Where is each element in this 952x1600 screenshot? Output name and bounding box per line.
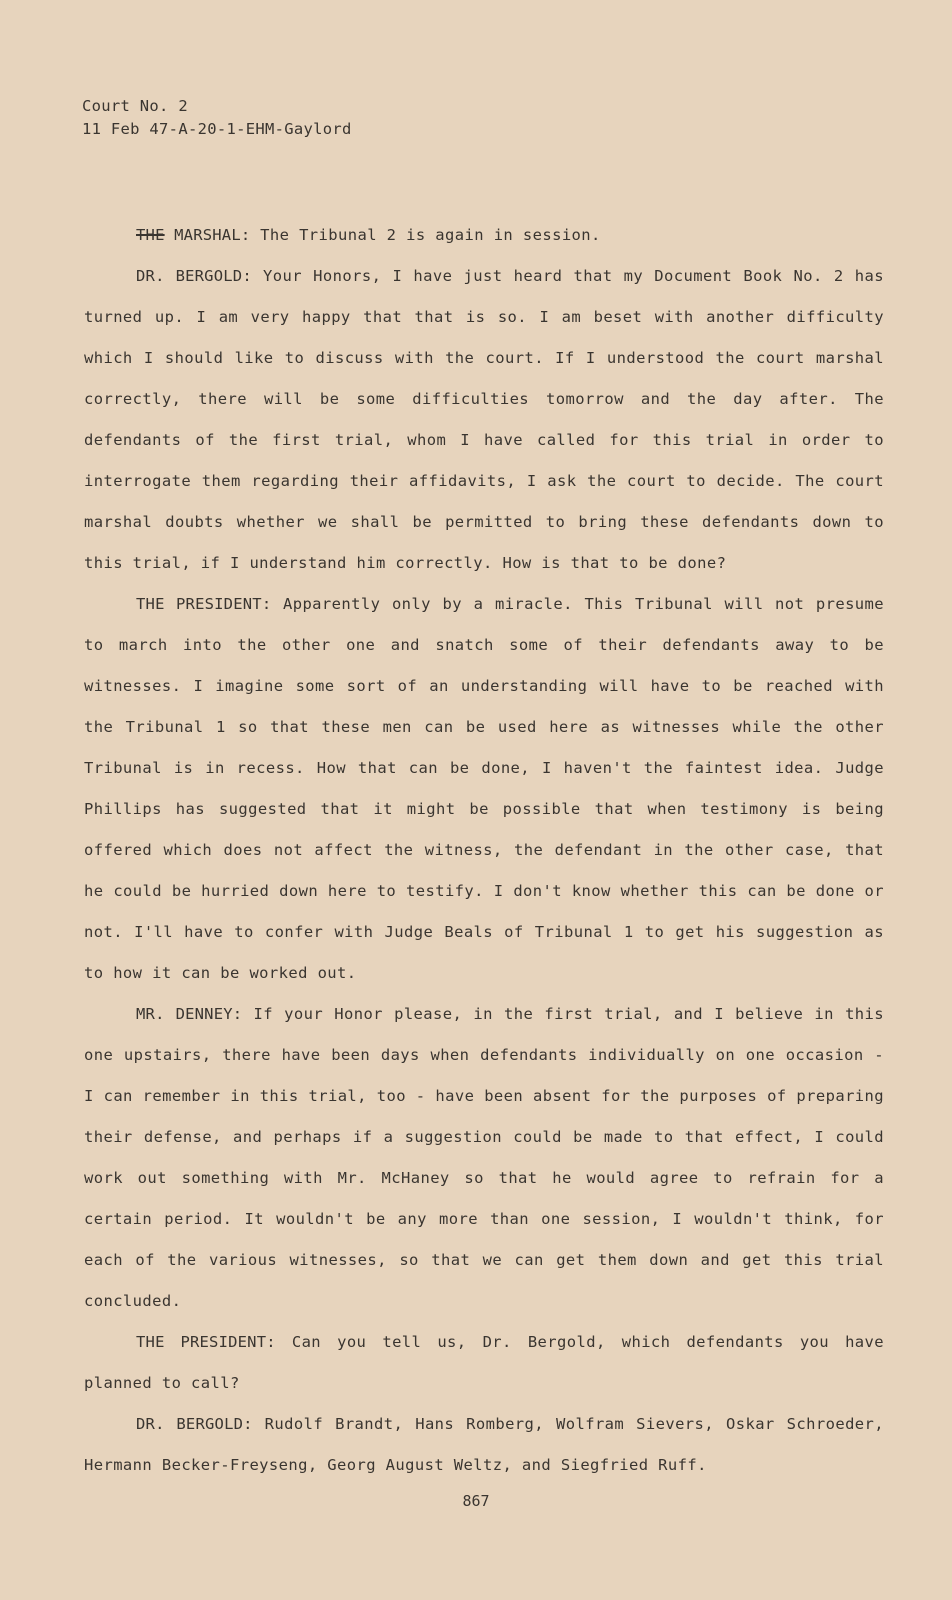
paragraph-text: The Tribunal 2 is again in session. [250, 226, 601, 244]
transcript-body [84, 215, 884, 1486]
paragraph-text: Your Honors, I have just heard that my Document Book No. 2 has turned up. I am very happy that that is so. I am beset with another difficulty which I should like to discuss with the court. If I understood the court marshal correctly, there will be some difficulties tomorrow and the day after. The defendants of the first trial, whom I have called for this trial in order to interrogate them regarding their affidavits, I ask the court to decide. The court marshal doubts whether we shall be permitted to bring these defendants down to this trial, if I understand him correctly. How is that to be done? [84, 267, 884, 572]
paragraph-denney [84, 994, 884, 1322]
court-number: Court No. 2 [82, 97, 188, 115]
paragraph-text: Rudolf Brandt, Hans Romberg, Wolfram Sievers, Oskar Schroeder, Hermann Becker-Freyseng, Georg August Weltz, and Siegfried Ruff. [84, 1415, 884, 1474]
paragraph-president-2 [84, 1322, 884, 1404]
speaker-label: DR. BERGOLD: [136, 267, 252, 285]
speaker-label: MR. DENNEY: [136, 1005, 243, 1023]
paragraph-marshal [84, 215, 884, 256]
paragraph-text: If your Honor please, in the first trial, and I believe in this one upstairs, there have been days when defendants individually on one occasion - I can remember in this trial, too - have been absent for the purposes of preparing their defense, and perhaps if a suggestion could be made to that effect, I could work out something with Mr. McHaney so that he would agree to refrain for a certain period. It wouldn't be any more than one session, I wouldn't think, for each of the various witnesses, so that we can get them down and get this trial concluded. [84, 1005, 884, 1310]
paragraph-president-1 [84, 584, 884, 994]
paragraph-text: Can you tell us, Dr. Bergold, which defendants you have planned to call? [84, 1333, 884, 1392]
speaker-label: MARSHAL: [164, 226, 251, 244]
speaker-label: DR. BERGOLD: [136, 1415, 253, 1433]
speaker-label: THE PRESIDENT: [136, 1333, 276, 1351]
paragraph-bergold-2 [84, 1404, 884, 1486]
transcript-reference: 11 Feb 47-A-20-1-EHM-Gaylord [82, 120, 352, 138]
document-header [82, 95, 352, 141]
page-number: 867 [462, 1492, 490, 1510]
speaker-label: THE PRESIDENT: [136, 595, 272, 613]
struck-speaker-prefix: THE [136, 226, 165, 244]
paragraph-bergold-1 [84, 256, 884, 584]
paragraph-text: Apparently only by a miracle. This Tribunal will not presume to march into the other one and snatch some of their defendants away to be witnesses. I imagine some sort of an understanding will have to be reached with the Tribunal 1 so that these men can be used here as witnesses while the other Tribunal is in recess. How that can be done, I haven't the faintest idea. Judge Phillips has suggested that it might be possible that when testimony is being offered which does not affect the witness, the defendant in the other case, that he could be hurried down here to testify. I don't know whether this can be done or not. I'll have to confer with Judge Beals of Tribunal 1 to get his suggestion as to how it can be worked out. [84, 595, 885, 982]
